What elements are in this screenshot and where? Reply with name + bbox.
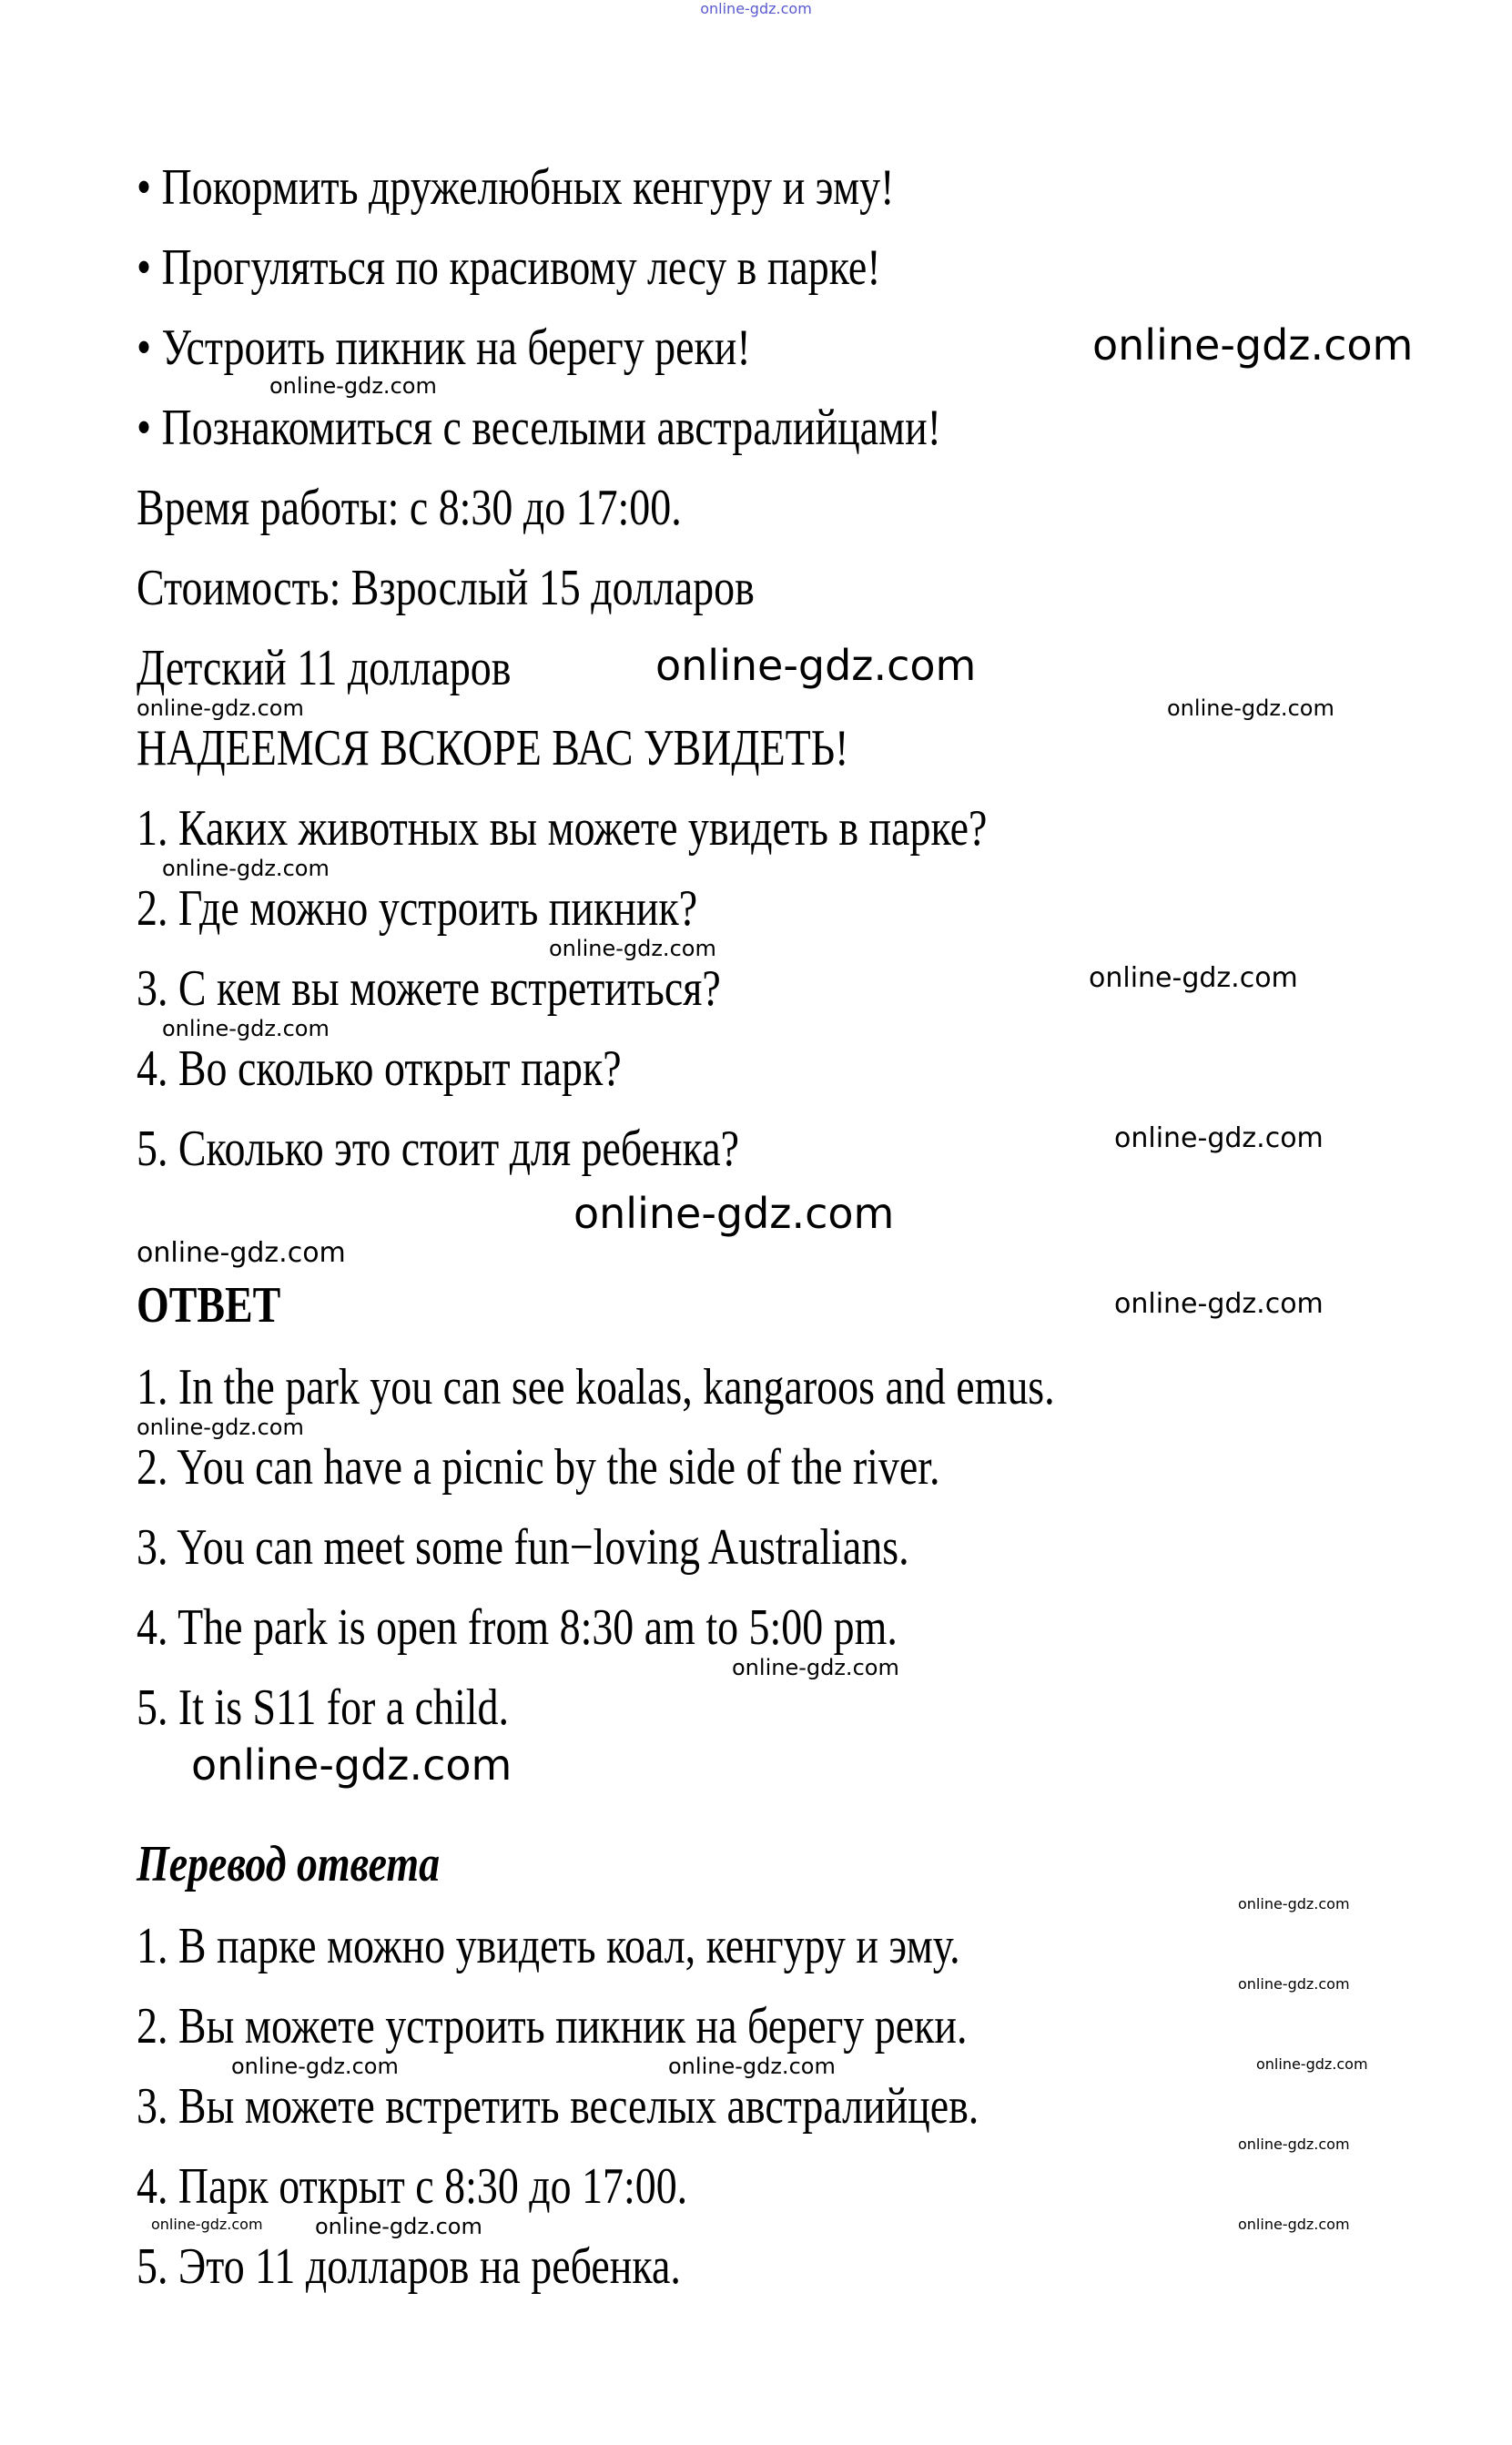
header-watermark: online-gdz.com — [700, 0, 812, 17]
answer-item: 2. You can have a picnic by the side of the river. — [137, 1439, 940, 1496]
answer-item: 5. It is S11 for a child. — [137, 1679, 509, 1736]
watermark: online-gdz.com — [162, 1016, 330, 1041]
watermark: online-gdz.com — [1238, 1895, 1350, 1912]
watermark: online-gdz.com — [1167, 695, 1334, 721]
watermark: online-gdz.com — [1114, 1288, 1324, 1320]
answer-item: 1. In the park you can see koalas, kangaroos and emus. — [137, 1359, 1055, 1415]
watermark: online-gdz.com — [1256, 2055, 1368, 2073]
flyer-price-child: Детский 11 долларов — [137, 640, 512, 696]
watermark: online-gdz.com — [1238, 2136, 1350, 2153]
watermark: online-gdz.com — [668, 2054, 836, 2079]
question-item: 2. Где можно устроить пикник? — [137, 880, 698, 937]
watermark: online-gdz.com — [269, 373, 437, 399]
question-item: 5. Сколько это стоит для ребенка? — [137, 1121, 740, 1177]
question-item: 1. Каких животных вы можете увидеть в парке? — [137, 800, 988, 857]
watermark: online-gdz.com — [231, 2054, 399, 2079]
watermark: online-gdz.com — [1238, 1975, 1350, 1993]
translation-item: 4. Парк открыт с 8:30 до 17:00. — [137, 2158, 688, 2215]
watermark: online-gdz.com — [1238, 2216, 1350, 2233]
watermark: online-gdz.com — [137, 1415, 304, 1440]
watermark: online-gdz.com — [151, 2216, 263, 2233]
translation-heading: Перевод ответа — [137, 1836, 441, 1892]
translation-item: 1. В парке можно увидеть коал, кенгуру и эму. — [137, 1918, 960, 1974]
watermark: online-gdz.com — [655, 641, 977, 690]
flyer-bullet: • Покормить дружелюбных кенгуру и эму! — [137, 159, 895, 216]
flyer-bullet: • Познакомиться с веселыми австралийцами! — [137, 400, 941, 456]
flyer-bullet: • Прогуляться по красивому лесу в парке! — [137, 239, 881, 296]
watermark: online-gdz.com — [137, 695, 304, 721]
flyer-bullet: • Устроить пикник на берегу реки! — [137, 320, 751, 376]
question-item: 3. С кем вы можете встретиться? — [137, 960, 721, 1017]
watermark: online-gdz.com — [162, 856, 330, 881]
watermark: online-gdz.com — [732, 1655, 899, 1680]
question-item: 4. Во сколько открыт парк? — [137, 1040, 622, 1097]
watermark: online-gdz.com — [549, 936, 716, 961]
flyer-hours: Время работы: с 8:30 до 17:00. — [137, 480, 682, 536]
watermark: online-gdz.com — [191, 1740, 512, 1790]
answer-item: 3. You can meet some fun−loving Australians. — [137, 1519, 909, 1576]
answer-item: 4. The park is open from 8:30 am to 5:00 pm. — [137, 1599, 898, 1656]
answer-heading: ОТВЕТ — [137, 1277, 281, 1334]
watermark: online-gdz.com — [1089, 962, 1298, 994]
watermark: online-gdz.com — [573, 1189, 895, 1238]
flyer-closing: НАДЕЕМСЯ ВСКОРЕ ВАС УВИДЕТЬ! — [137, 720, 849, 776]
translation-item: 2. Вы можете устроить пикник на берегу реки. — [137, 1998, 968, 2054]
translation-item: 3. Вы можете встретить веселых австралийцев. — [137, 2078, 979, 2135]
watermark: online-gdz.com — [1092, 320, 1414, 370]
watermark: online-gdz.com — [315, 2214, 482, 2239]
flyer-price-adult: Стоимость: Взрослый 15 долларов — [137, 560, 755, 616]
watermark: online-gdz.com — [137, 1237, 346, 1269]
translation-item: 5. Это 11 долларов на ребенка. — [137, 2238, 681, 2295]
watermark: online-gdz.com — [1114, 1122, 1324, 1154]
